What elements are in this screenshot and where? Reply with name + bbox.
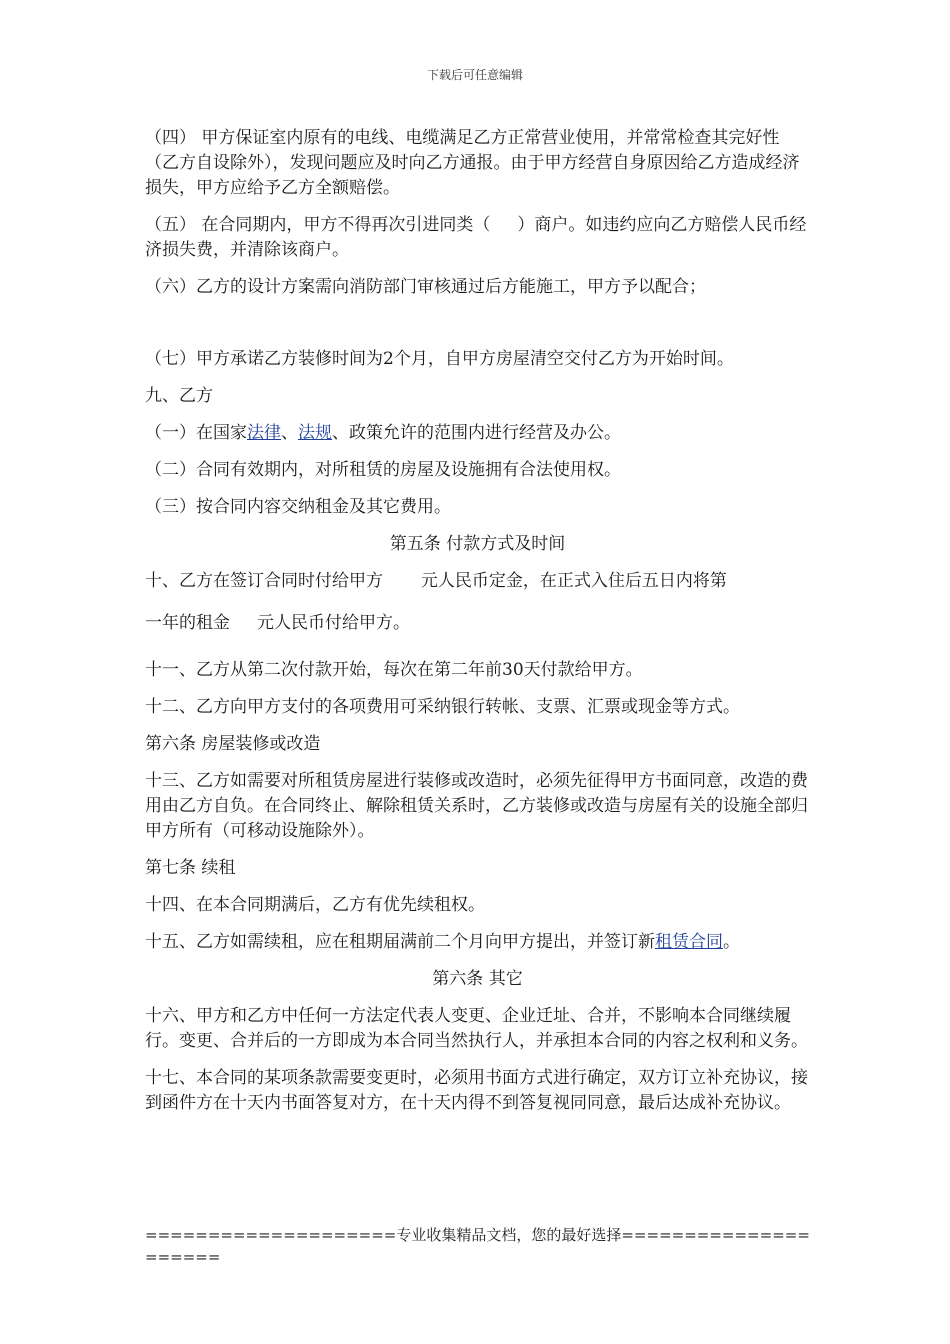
section-10-line2: 一年的租金 元人民币付给甲方。 bbox=[145, 613, 411, 633]
document-body bbox=[145, 126, 810, 1116]
item-1-sep: 、 bbox=[281, 423, 298, 443]
clause-6: （六）乙方的设计方案需向消防部门审核通过后方能施工，甲方予以配合； bbox=[145, 277, 706, 297]
section-13: 十三、乙方如需要对所租赁房屋进行装修或改造时，必须先征得甲方书面同意，改造的费用由乙方自负。在合同终止、解除租赁关系时，乙方装修或改造与房屋有关的设施全部归甲方所有（可移动设施除外）。 bbox=[145, 771, 808, 841]
section-17: 十七、本合同的某项条款需要变更时，必须用书面方式进行确定，双方订立补充协议，接到函件方在十天内书面答复对方，在十天内得不到答复视同同意，最后达成补充协议。 bbox=[145, 1068, 808, 1113]
law-link[interactable]: 法律 bbox=[247, 423, 281, 443]
item-1-post: 、政策允许的范围内进行经营及办公。 bbox=[332, 423, 621, 443]
section-14: 十四、在本合同期满后，乙方有优先续租权。 bbox=[145, 895, 485, 915]
clause-7: （七）甲方承诺乙方装修时间为2个月，自甲方房屋清空交付乙方为开始时间。 bbox=[145, 349, 734, 369]
item-1-pre: （一）在国家 bbox=[145, 423, 247, 443]
lease-contract-link[interactable]: 租赁合同 bbox=[655, 932, 723, 952]
section-15-post: 。 bbox=[723, 932, 740, 952]
article-other-heading: 第六条 其它 bbox=[432, 969, 523, 989]
article-7-heading: 第七条 续租 bbox=[145, 858, 236, 878]
section-9-title: 九、乙方 bbox=[145, 386, 213, 406]
page-footer: ====================专业收集精品文档，您的最好选择===================== bbox=[145, 1226, 810, 1266]
clause-5: （五） 在合同期内，甲方不得再次引进同类（ ）商户。如违约应向乙方赔偿人民币经济损失费，并清除该商户。 bbox=[145, 215, 807, 260]
section-10-line1: 十、乙方在签订合同时付给甲方 元人民币定金，在正式入住后五日内将第 bbox=[145, 571, 727, 591]
page-header: 下载后可任意编辑 bbox=[426, 68, 523, 82]
item-1 bbox=[145, 421, 810, 446]
section-16: 十六、甲方和乙方中任何一方法定代表人变更、企业迁址、合并，不影响本合同继续履行。变更、合并后的一方即成为本合同当然执行人，并承担本合同的内容之权利和义务。 bbox=[145, 1006, 808, 1051]
article-6-heading: 第六条 房屋装修或改造 bbox=[145, 734, 321, 754]
section-15 bbox=[145, 930, 810, 955]
item-3: （三）按合同内容交纳租金及其它费用。 bbox=[145, 497, 451, 517]
section-11: 十一、乙方从第二次付款开始，每次在第二年前30天付款给甲方。 bbox=[145, 660, 643, 680]
item-2: （二）合同有效期内，对所租赁的房屋及设施拥有合法使用权。 bbox=[145, 460, 621, 480]
section-12: 十二、乙方向甲方支付的各项费用可采纳银行转帐、支票、汇票或现金等方式。 bbox=[145, 697, 740, 717]
clause-4: （四） 甲方保证室内原有的电线、电缆满足乙方正常营业使用，并常常检查其完好性（乙方自设除外），发现问题应及时向乙方通报。由于甲方经营自身原因给乙方造成经济损失，甲方应给予乙方全额赔偿。 bbox=[145, 128, 800, 198]
article-5-heading: 第五条 付款方式及时间 bbox=[389, 534, 566, 554]
section-15-pre: 十五、乙方如需续租，应在租期届满前二个月向甲方提出，并签订新 bbox=[145, 932, 655, 952]
regulation-link[interactable]: 法规 bbox=[298, 423, 332, 443]
